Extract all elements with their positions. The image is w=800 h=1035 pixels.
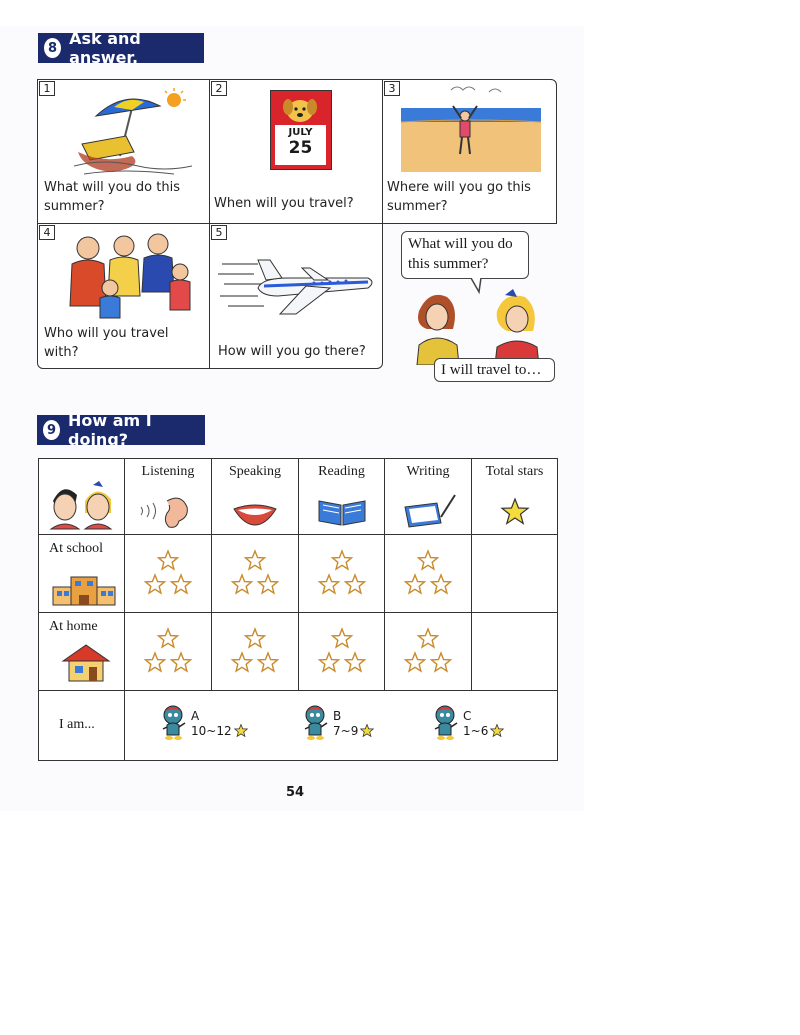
- airplane-illustration: [218, 244, 378, 324]
- star-cell: [299, 535, 385, 613]
- question-3-text: Where will you go this summer?: [387, 180, 531, 214]
- row-label: At school: [49, 541, 104, 556]
- at-home-row: [39, 613, 558, 691]
- star-cell: [125, 535, 212, 613]
- book-icon: [317, 495, 367, 527]
- three-stars: [316, 549, 368, 597]
- section-8-number: 8: [44, 38, 61, 58]
- calendar-icon: [270, 90, 332, 170]
- column-writing: [385, 459, 472, 535]
- notebook-pen-icon: [401, 493, 457, 529]
- section-8-title: Ask and answer.: [69, 29, 141, 67]
- level-grade: B: [333, 709, 342, 723]
- result-label-cell: [39, 691, 125, 761]
- column-listening: [125, 459, 212, 535]
- question-cell-3: [382, 79, 557, 224]
- mascot-icon: [431, 703, 459, 741]
- result-label: I am...: [59, 717, 95, 732]
- at-school-row: [39, 535, 558, 613]
- row-label-cell: [39, 613, 125, 691]
- cell-number: 4: [39, 225, 55, 240]
- column-header: Speaking: [228, 464, 282, 479]
- column-speaking: [212, 459, 299, 535]
- row-label-cell: [39, 535, 125, 613]
- star-cell: [385, 613, 472, 691]
- question-1-text: What will you do this summer?: [44, 180, 180, 214]
- two-girls-illustration: [405, 285, 545, 365]
- boy-and-girl-icon: [45, 479, 119, 531]
- level-range: 1~6: [463, 724, 489, 738]
- mascot-icon: [159, 703, 187, 741]
- section-9-header: [37, 411, 205, 449]
- column-total-stars: [472, 459, 558, 535]
- section-9-title: How am I doing?: [68, 411, 152, 449]
- family-illustration: [58, 226, 198, 322]
- self-evaluation-table: [38, 458, 558, 761]
- three-stars: [402, 627, 454, 675]
- row-label: At home: [49, 619, 98, 634]
- level-range: 10~12: [191, 724, 232, 738]
- star-cell: [212, 613, 299, 691]
- question-5-text: How will you go there?: [218, 344, 366, 359]
- ear-icon: [137, 493, 197, 529]
- star-cell: [299, 613, 385, 691]
- three-stars: [142, 549, 194, 597]
- total-stars-cell[interactable]: [472, 535, 558, 613]
- three-stars: [316, 627, 368, 675]
- star-icon: [490, 724, 504, 737]
- column-reading: [299, 459, 385, 535]
- skills-header-row: [39, 459, 558, 535]
- star-cell: [212, 535, 299, 613]
- level-grade: A: [191, 709, 200, 723]
- mascot-icon: [301, 703, 329, 741]
- question-4-text: Who will you travel with?: [44, 326, 169, 360]
- star-cell: [385, 535, 472, 613]
- question-2-text: When will you travel?: [214, 196, 354, 211]
- question-cell-4: [37, 223, 210, 369]
- section-8-header: [38, 29, 204, 67]
- column-header: Writing: [406, 464, 450, 479]
- star-icon: [360, 724, 374, 737]
- three-stars: [229, 549, 281, 597]
- level-a: [159, 703, 248, 741]
- level-c: [431, 703, 504, 741]
- speech-bubble-answer: I will travel to…: [434, 358, 555, 382]
- ask-and-answer-grid: [37, 79, 557, 378]
- star-cell: [125, 613, 212, 691]
- level-b: [301, 703, 374, 741]
- beach-illustration: [74, 86, 194, 176]
- level-range: 7~9: [333, 724, 359, 738]
- question-cell-1: [37, 79, 210, 224]
- page-number: 54: [286, 785, 305, 800]
- result-row: [39, 691, 558, 761]
- column-header: Total stars: [485, 464, 544, 479]
- speech-bubble-question: What will you do this summer?: [401, 231, 529, 279]
- cell-number: 3: [384, 81, 400, 96]
- cell-number: 5: [211, 225, 227, 240]
- level-grade: C: [463, 709, 472, 723]
- calendar-day: 25: [288, 138, 313, 158]
- star-icon: [500, 497, 530, 527]
- kids-icon-cell: [39, 459, 125, 535]
- star-icon: [234, 724, 248, 737]
- house-icon: [61, 643, 111, 683]
- three-stars: [142, 627, 194, 675]
- cell-number: 1: [39, 81, 55, 96]
- column-header: Reading: [318, 464, 365, 479]
- school-icon: [51, 571, 117, 607]
- column-header: Listening: [141, 464, 195, 479]
- three-stars: [402, 549, 454, 597]
- three-stars: [229, 627, 281, 675]
- total-stars-cell[interactable]: [472, 613, 558, 691]
- question-cell-2: [209, 79, 383, 224]
- girl-on-beach-illustration: [401, 82, 541, 174]
- section-9-number: 9: [43, 420, 60, 440]
- levels-cell: [125, 691, 558, 761]
- calendar-month: JULY: [288, 127, 313, 138]
- mouth-icon: [230, 497, 280, 527]
- question-cell-5: [209, 223, 383, 369]
- cell-number: 2: [211, 81, 227, 96]
